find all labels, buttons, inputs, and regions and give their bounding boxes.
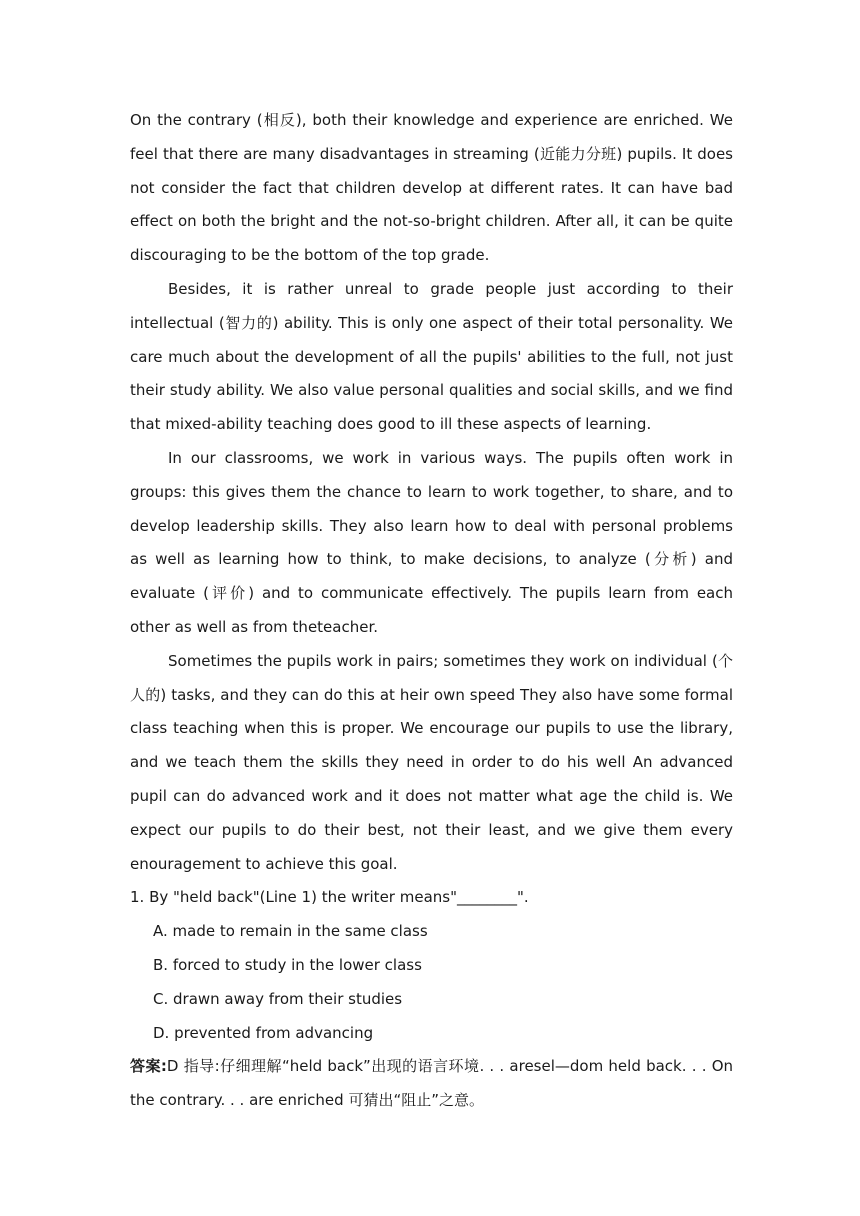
paragraph-2: Besides, it is rather unreal to grade people just according to their intellectual (智力的) ability. This is only one aspect of their total personality. We care much about the development of all the pupils' abilities to the full, not just their study ability. We also value personal qualities and social skills, and we find that mixed-ability teaching does good to ill these aspects of learning. [130, 279, 733, 434]
paragraph-1: On the contrary (相反), both their knowledge and experience are enriched. We feel that there are many disadvantages in streaming (近能力分班) pupils. It does not consider the fact that children develop at different rates. It can have bad effect on both the bright and the not-so-bright children. After all, it can be quite discouraging to be the bottom of the top grade. [130, 111, 733, 265]
paragraph-4: Sometimes the pupils work in pairs; sometimes they work on individual (个人的) tasks, and they can do this at heir own speed They also have some formal class teaching when this is proper. We encourage our pupils to use the library, and we teach them the skills they need in order to do his well An advanced pupil can do advanced work and it does not matter what age the child is. We expect our pupils to do their best, not their least, and we give them every enouragement to achieve this goal. [130, 651, 733, 873]
option-a: A. made to remain in the same class [153, 922, 428, 941]
option-c: C. drawn away from their studies [153, 989, 403, 1008]
answer-label: 答案: [130, 1057, 167, 1076]
answer-block [130, 1050, 733, 1118]
question-stem: 1. By "held back"(Line 1) the writer means"________". [130, 888, 529, 907]
option-d: D. prevented from advancing [153, 1023, 374, 1042]
option-b: B. forced to study in the lower class [153, 955, 422, 974]
document-page [130, 104, 733, 1118]
paragraph-3: In our classrooms, we work in various ways. The pupils often work in groups: this gives them the chance to learn to work together, to share, and to develop leadership skills. They also learn how to deal with personal problems as well as learning how to think, to make decisions, to analyze (分析) and evaluate (评价) and to communicate effectively. The pupils learn from each other as well as from theteacher. [130, 448, 733, 636]
answer-text: D 指导:仔细理解“held back”出现的语言环境. . . aresel—dom held back. . . On the contrary. . . are enriched 可猜出“阻止”之意。 [130, 1057, 734, 1110]
